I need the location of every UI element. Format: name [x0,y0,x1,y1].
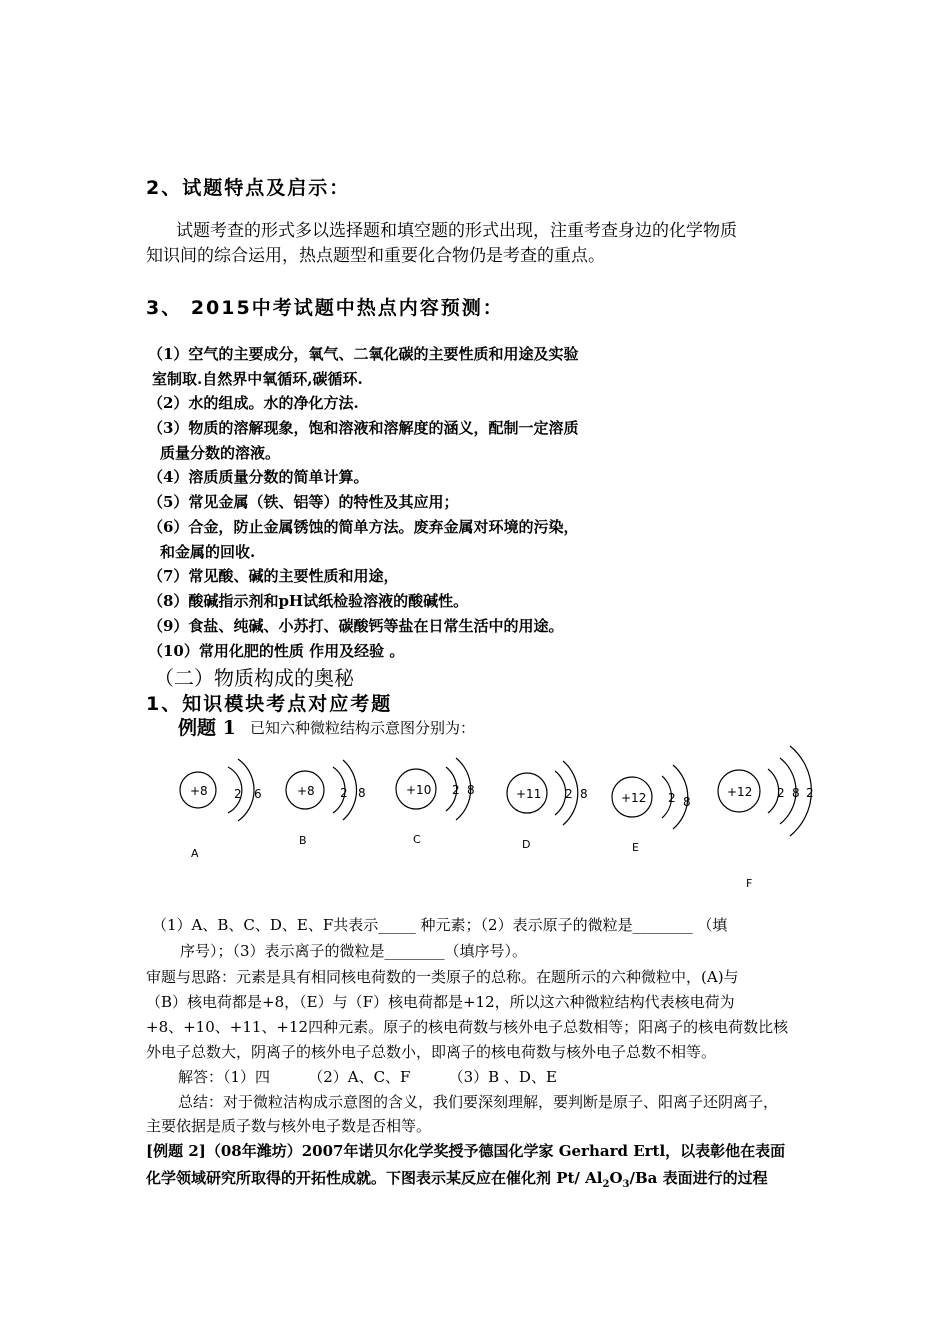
particle-id-label: E [632,841,639,854]
nucleus-charge-label: +8 [297,784,315,798]
shell-count-label: 2 [565,787,573,801]
shell-count-label: 8 [580,787,588,801]
module-title: 1、知识模块考点对应考题 [146,693,393,715]
analysis-line: 审题与思路：元素是具有相同核电荷数的一类原子的总称。在题所示的六种微粒中，(A)与 [146,968,739,986]
list-item: （5）常见金属（铁、铝等）的特性及其应用； [148,493,459,511]
list-item: （6）合金，防止金属锈蚀的简单方法。废弃金属对环境的污染， [148,518,579,536]
particle-id-label: D [522,838,531,851]
shell-count-label: 2 [340,786,348,800]
subscript-3: 3 [622,1179,630,1190]
shell-count-label: 8 [683,795,691,809]
para-2-line2: 知识间的综合运用，热点题型和重要化合物仍是考查的重点。 [146,246,605,266]
list-item: （10）常用化肥的性质 作用及经验 。 [148,642,405,660]
list-item: （9）食盐、纯碱、小苏打、碳酸钙等盐在日常生活中的用途。 [148,617,564,635]
list-item: 和金属的回收. [160,543,256,561]
example2-line1: [例题 2]（08年潍坊）2007年诺贝尔化学奖授予德国化学家 Gerhard Ertl，以表彰他在表面 [146,1142,786,1160]
shell-count-label: 6 [254,787,262,801]
example2-line2-prefix: 化学领域研究所取得的开拓性成就。下图表示某反应在催化剂 Pt/ Al [146,1169,603,1187]
nucleus-charge-label: +12 [621,791,647,805]
particle-id-label: B [299,834,307,847]
list-item: （1）空气的主要成分，氧气、二氧化碳的主要性质和用途及实验 [148,345,579,363]
question-line1: （1）A、B、C、D、E、F共表示_____ 种元素；（2）表示原子的微粒是________ （填 [152,916,728,934]
para-2-line1: 试题考查的形式多以选择题和填空题的形式出现，注重考查身边的化学物质 [176,221,737,241]
shell-count-label: 8 [358,786,366,800]
analysis-line: +8、+10、+11、+12四种元素。原子的核电荷数与核外电子总数相等；阳离子的核电荷数比核 [146,1018,789,1036]
question-line2: 序号）；（3）表示离子的微粒是________（填序号）。 [180,942,528,960]
oxygen-symbol: O [609,1169,623,1187]
heading-2: 2、试题特点及启示： [146,177,351,199]
shell-count-label: 8 [467,783,475,797]
section-title: （二）物质构成的奥秘 [154,666,354,690]
heading-3: 3、 2015中考试题中热点内容预测： [146,297,504,319]
subscript-2: 2 [602,1179,610,1190]
nucleus-charge-label: +10 [406,783,432,797]
example1-label: 例题 1 [178,717,236,739]
shell-count-label: 2 [806,786,814,800]
particle-id-label: C [413,833,421,846]
example1-text: 已知六种微粒结构示意图分别为： [250,719,476,737]
particle-id-label: F [746,877,753,890]
summary-line1: 总结：对于微粒洁构成示意图的含义，我们要深刻理解，要判断是原子、阳离子还阴离子， [178,1093,779,1111]
list-item: （2）水的组成。水的净化方法. [148,394,359,412]
example2-line2 [146,1167,768,1190]
nucleus-charge-label: +8 [190,784,208,798]
nucleus-charge-label: +11 [516,787,542,801]
list-item: （4）溶质质量分数的简单计算。 [148,468,369,486]
nucleus-charge-label: +12 [727,785,753,799]
shell-count-label: 2 [668,791,676,805]
analysis-line: 外电子总数大，阴离子的核外电子总数小，即离子的核电荷数与核外电子总数不相等。 [146,1043,717,1061]
list-item: （3）物质的溶解现象，饱和溶液和溶解度的涵义，配制一定溶质 [148,419,579,437]
shell-count-label: 2 [452,783,460,797]
list-item: 质量分数的溶液。 [160,444,281,462]
shell-count-label: 8 [792,786,800,800]
analysis-line: （B）核电荷都是+8，（E）与（F）核电荷都是+12，所以这六种微粒结构代表核电荷为 [146,993,735,1011]
shell-count-label: 2 [777,786,785,800]
list-item: （8）酸碱指示剂和pH试纸检验溶液的酸碱性。 [148,592,469,610]
particle-id-label: A [191,847,199,860]
summary-line2: 主要依据是质子数与核外电子数是否相等。 [146,1117,432,1135]
list-item: （7）常见酸、碱的主要性质和用途， [148,567,399,585]
answer-line: 解答：（1）四 （2）A、C、F （3）B 、D、E [178,1068,557,1086]
example2-line2-suffix: /Ba 表面进行的过程 [629,1169,768,1187]
shell-count-label: 2 [234,787,242,801]
list-item: 室制取.自然界中氧循环,碳循环. [152,370,363,388]
